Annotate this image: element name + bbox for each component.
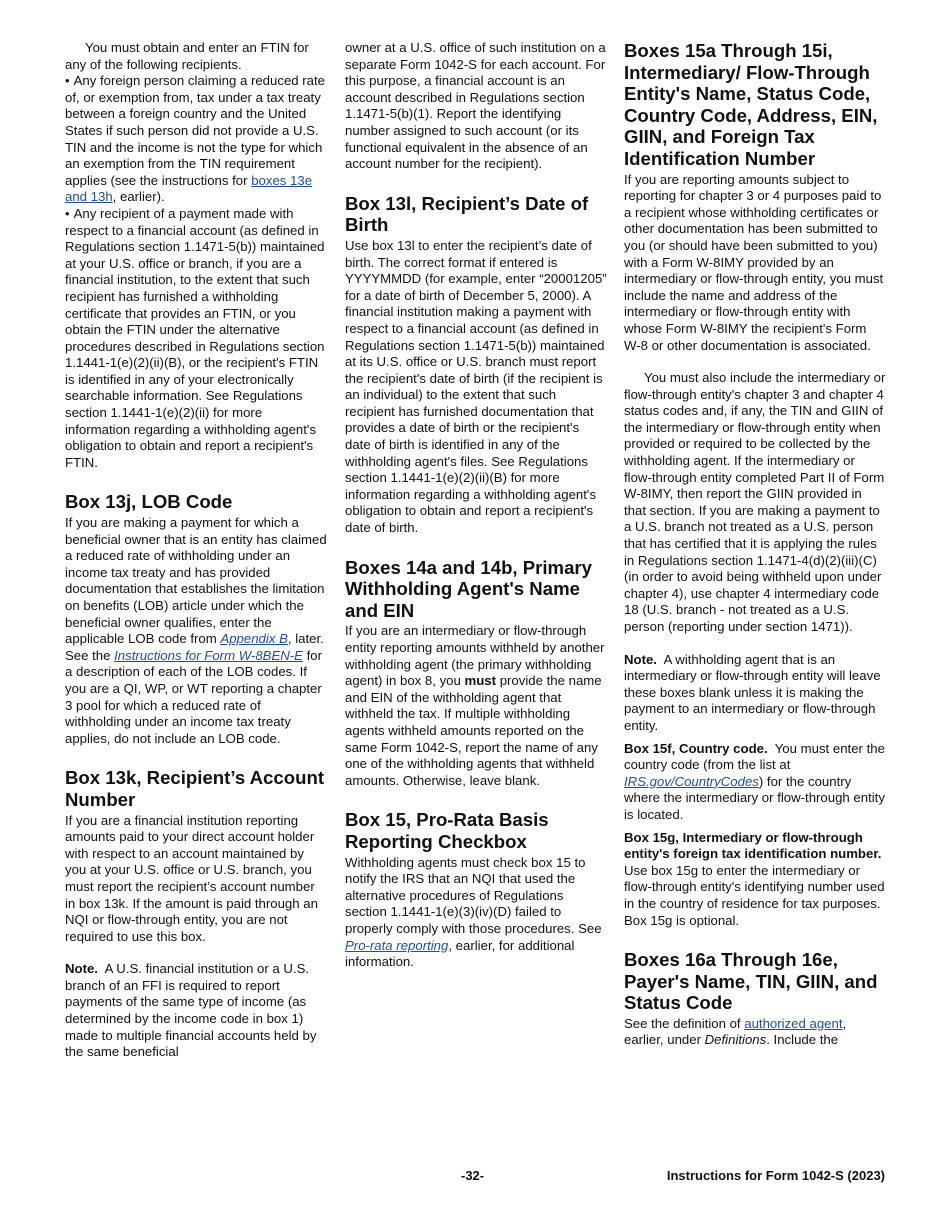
note-paragraph: Note. A withholding agent that is an intermediary or flow-through entity will leave these boxes blank unless it is making the payment to an intermediary or flow-through entity.	[624, 651, 881, 733]
box-15g-paragraph: Box 15g, Intermediary or flow-through entity's foreign tax identification number. Use box 15g to enter the intermediary or flow-through entity's identifying number used in the country of residence for tax purposes. Box 15g is optional.	[624, 829, 885, 928]
heading-boxes-15a-15i: Boxes 15a Through 15i, Intermediary/ Flow-Through Entity's Name, Status Code, Country Code, Address, EIN, GIIN, and Foreign Tax Identification Number	[624, 40, 878, 169]
bullet-dot-icon: •	[65, 73, 70, 89]
box-15f-label: Box 15f, Country code.	[624, 740, 768, 756]
box-15f-paragraph: Box 15f, Country code. You must enter the country code (from the list at IRS.gov/CountryCodes) for the country where the intermediary or flow-through entity is located.	[624, 740, 885, 822]
box-15-paragraph: Withholding agents must check box 15 to notify the IRS that an NQI that used the alternative procedures of Regulations section 1.1441-1(e)(3)(iv)(D) failed to properly comply with those procedures. See Pro-rata reporting, earlier, for additional information.	[345, 854, 602, 970]
box-13k-paragraph: If you are a financial institution reporting amounts paid to your direct account holder with respect to an account maintained by you at your U.S. office or U.S. branch, you must report the recipient’s account number in box 13k. If the amount is paid through an NQI or flow-through entity, you are not required to use this box.	[65, 812, 318, 944]
heading-box-15: Box 15, Pro-Rata Basis Reporting Checkbox	[345, 809, 549, 852]
boxes-15a-paragraph-1: If you are reporting amounts subject to reporting for chapter 3 or 4 purposes paid to a recipient whose withholding certificates or other documentation has been submitted to you (or should have been submitted to you) with a Form W-8IMY provided by an intermediary or flow-through entity, you must include the name and address of the intermediary or flow-through entity with whose Form W-8IMY the recipient's Form W-8 or other documentation is associated.	[624, 171, 884, 353]
note-label: Note.	[624, 651, 657, 667]
irs-country-codes-link[interactable]: IRS.gov/CountryCodes	[624, 773, 759, 789]
column-1	[65, 40, 327, 1061]
boxes-14-paragraph: If you are an intermediary or flow-through entity reporting amounts withheld by another withholding agent (the primary withholding agent) in box 8, you must provide the name and EIN of the withholding agent that withheld the tax. If multiple withholding agents withheld amounts reported on the same Form 1042-S, report the name of any one of the withholding agents that withheld amounts. Otherwise, leave blank.	[345, 623, 605, 788]
bullet-text: Any foreign person claiming a reduced rate of, or exemption from, tax under a tax treaty between a foreign country and the United States if such person did not provide a U.S. TIN and the income is not the type for which an exemption from the TIN requirement applies (see the instructions for	[65, 73, 326, 188]
boxes-13e-13h-link[interactable]: boxes 13e and 13h	[65, 172, 313, 205]
page-number: -32-	[461, 1168, 485, 1183]
note-paragraph: Note. A U.S. financial institution or a U.S. branch of an FFI is required to report payments of the same type of income (as determined by the income code in box 1) made to multiple financial accounts held by the same beneficial	[65, 961, 317, 1060]
heading-box-13l: Box 13l, Recipient’s Date of Birth	[345, 192, 589, 236]
ftin-intro-paragraph: You must obtain and enter an FTIN for any of the following recipients.	[65, 40, 309, 72]
authorized-agent-link[interactable]: authorized agent	[744, 1015, 843, 1031]
box-13j-paragraph: If you are making a payment for which a beneficial owner that is an entity has claimed a reduced rate of withholding under an income tax treaty and has provided documentation that establishes the limitation on benefits (LOB) article under which the beneficial owner qualifies, enter the applicable LOB code from Appendix B, later. See the Instructions for Form W-8BEN-E for a description of each of the LOB codes. If you are a QI, WP, or WT reporting a chapter 3 pool for which a reduced rate of withholding under an income tax treaty applies, do not include an LOB code.	[65, 515, 327, 746]
note-label: Note.	[65, 961, 98, 977]
heading-boxes-16a-16e: Boxes 16a Through 16e, Payer's Name, TIN, GIIN, and Status Code	[624, 949, 878, 1014]
column-3	[624, 40, 886, 1049]
pro-rata-reporting-link[interactable]: Pro-rata reporting	[345, 937, 449, 953]
box-13l-paragraph: Use box 13l to enter the recipient’s date of birth. The correct format if entered is YYYYMMDD (for example, enter “20001205” for a date of birth of December 5, 2000). A financial institution making a payment with respect to a financial account (as defined in Regulations section 1.1471-5(b)) maintained at its U.S. office or U.S. branch must report the recipient's date of birth (if the recipient is an individual) to the extent that such recipient has furnished documentation that provides a date of birth or the recipient's date of birth is identified in any of the withholding agent's files. See Regulations section 1.1441-1(e)(2)(ii)(B) for more information regarding a withholding agent's obligation to obtain and report a recipient's date of birth.	[345, 237, 607, 536]
ftin-bullet-treaty: • Any foreign person claiming a reduced rate of, or exemption from, tax under a tax treaty between a foreign country and the United States if such person did not provide a U.S. TIN and the income is not the type for which an exemption from the TIN requirement applies (see the instructions for boxes 13e and 13h, earlier).	[65, 73, 326, 205]
bullet-text: Any recipient of a payment made with respect to a financial account (as defined in Regulations section 1.1471-5(b)) maintained at your U.S. office or branch, if you are a financial institution, to the extent that such recipient has furnished a withholding certificate that provides an FTIN, or you obtain the FTIN under the alternative procedures described in Regulations section 1.1441-1(e)(2)(ii)(B), or the recipient's FTIN is identified in any of your electronically searchable information. See Regulations section 1.1441-1(e)(2)(ii) for more information regarding a withholding agent's obligation to obtain and report a recipient's FTIN.	[65, 205, 325, 470]
column-2	[345, 40, 607, 971]
instructions-w8bene-link[interactable]: Instructions for Form W-8BEN-E	[114, 647, 303, 663]
page-footer	[65, 1168, 885, 1188]
heading-boxes-14a-14b: Boxes 14a and 14b, Primary Withholding Agent's Name and EIN	[345, 556, 593, 621]
bullet-dot-icon: •	[65, 205, 70, 221]
form-title: Instructions for Form 1042-S (2023)	[666, 1168, 885, 1183]
boxes-16-paragraph: See the definition of authorized agent, earlier, under Definitions. Include the	[624, 1015, 847, 1048]
boxes-15a-paragraph-2: You must also include the intermediary or flow-through entity's chapter 3 and chapter 4 status codes and, if any, the TIN and GIIN of the intermediary or flow-through entity when provided or required to be collected by the withholding agent. If the intermediary or flow-through entity completed Part II of Form W-8IMY, then report the GIIN provided in that section. If you are making a payment to a U.S. branch not treated as a U.S. person that has certified that it is applying the rules in Regulations section 1.1471-4(d)(2)(iii)(C) (in order to avoid being withheld upon under chapter 4), use chapter 4 intermediary code 18 (U.S. branch - not treated as a U.S. person (reporting under section 1471)).	[624, 370, 886, 634]
heading-box-13k: Box 13k, Recipient’s Account Number	[65, 767, 325, 810]
heading-box-13j: Box 13j, LOB Code	[65, 491, 233, 513]
box-13k-continued-paragraph: owner at a U.S. office of such institution on a separate Form 1042-S for each account. For this purpose, a financial account is an account described in Regulations section 1.1471-5(b)(1). Report the identifying number assigned to such account (or its functional equivalent in the absence of an account number for the recipient).	[345, 40, 606, 172]
appendix-b-link[interactable]: Appendix B	[220, 631, 288, 647]
ftin-bullet-financial-account	[65, 206, 327, 472]
box-15g-label: Box 15g, Intermediary or flow-through entity's foreign tax identification number.	[624, 829, 882, 862]
